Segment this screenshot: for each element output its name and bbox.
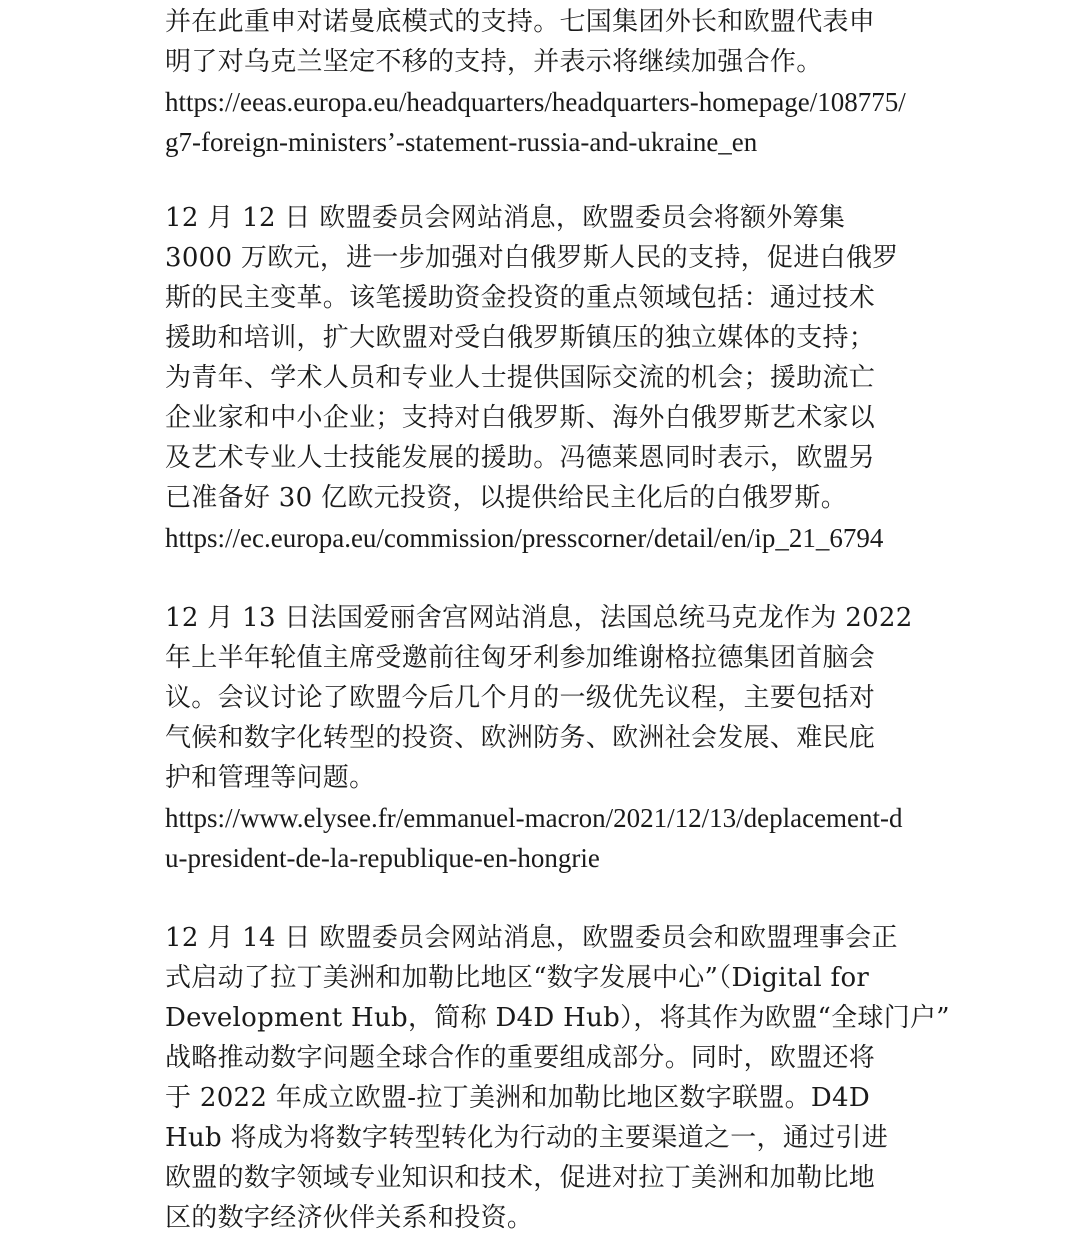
paragraph-line: 企业家和中小企业；支持对白俄罗斯、海外白俄罗斯艺术家以 bbox=[165, 403, 876, 433]
paragraph-line: Development Hub，简称 D4D Hub），将其作为欧盟“全球门户” bbox=[165, 1003, 950, 1033]
paragraph-line: 12 月 12 日 欧盟委员会网站消息，欧盟委员会将额外筹集 bbox=[165, 203, 846, 233]
paragraph-line: 及艺术专业人士技能发展的援助。冯德莱恩同时表示，欧盟另 bbox=[165, 443, 876, 473]
paragraph-line: 斯的民主变革。该笔援助资金投资的重点领域包括：通过技术 bbox=[165, 283, 876, 313]
paragraph-line: 12 月 14 日 欧盟委员会网站消息，欧盟委员会和欧盟理事会正 bbox=[165, 923, 898, 953]
news-entry-dec-12 bbox=[165, 198, 925, 558]
source-url-line[interactable]: https://eeas.europa.eu/headquarters/headquarters-homepage/108775/ bbox=[165, 87, 906, 117]
paragraph-line: 援助和培训，扩大欧盟对受白俄罗斯镇压的独立媒体的支持； bbox=[165, 323, 876, 353]
news-entry-g7-statement bbox=[165, 2, 925, 162]
source-url-line[interactable]: https://ec.europa.eu/commission/presscorner/detail/en/ip_21_6794 bbox=[165, 523, 884, 553]
source-url-line[interactable]: https://www.elysee.fr/emmanuel-macron/2021/12/13/deplacement-d bbox=[165, 803, 903, 833]
paragraph-line: 明了对乌克兰坚定不移的支持，并表示将继续加强合作。 bbox=[165, 47, 823, 77]
news-entry-dec-13 bbox=[165, 598, 925, 878]
paragraph-line: 并在此重申对诺曼底模式的支持。七国集团外长和欧盟代表申 bbox=[165, 7, 876, 37]
news-entry-dec-14 bbox=[165, 918, 950, 1238]
paragraph-line: 议。会议讨论了欧盟今后几个月的一级优先议程，主要包括对 bbox=[165, 683, 876, 713]
source-url-line[interactable]: u-president-de-la-republique-en-hongrie bbox=[165, 843, 600, 873]
paragraph-line: 3000 万欧元，进一步加强对白俄罗斯人民的支持，促进白俄罗 bbox=[165, 243, 899, 273]
paragraph-line: 为青年、学术人员和专业人士提供国际交流的机会；援助流亡 bbox=[165, 363, 876, 393]
paragraph-line: 于 2022 年成立欧盟-拉丁美洲和加勒比地区数字联盟。D4D bbox=[165, 1083, 871, 1113]
paragraph-line: 12 月 13 日法国爱丽舍宫网站消息，法国总统马克龙作为 2022 bbox=[165, 603, 913, 633]
paragraph-line: 气候和数字化转型的投资、欧洲防务、欧洲社会发展、难民庇 bbox=[165, 723, 876, 753]
paragraph-line: 护和管理等问题。 bbox=[165, 763, 376, 793]
source-url-line[interactable]: g7-foreign-ministers’-statement-russia-and-ukraine_en bbox=[165, 127, 758, 157]
paragraph-line: 年上半年轮值主席受邀前往匈牙利参加维谢格拉德集团首脑会 bbox=[165, 643, 876, 673]
paragraph-line: Hub 将成为将数字转型转化为行动的主要渠道之一，通过引进 bbox=[165, 1123, 889, 1153]
paragraph-line: 区的数字经济伙伴关系和投资。 bbox=[165, 1203, 534, 1233]
paragraph-line: 欧盟的数字领域专业知识和技术，促进对拉丁美洲和加勒比地 bbox=[165, 1163, 876, 1193]
paragraph-line: 战略推动数字问题全球合作的重要组成部分。同时，欧盟还将 bbox=[165, 1043, 876, 1073]
paragraph-line: 式启动了拉丁美洲和加勒比地区“数字发展中心”（Digital for bbox=[165, 963, 870, 993]
paragraph-line: 已准备好 30 亿欧元投资，以提供给民主化后的白俄罗斯。 bbox=[165, 483, 848, 513]
